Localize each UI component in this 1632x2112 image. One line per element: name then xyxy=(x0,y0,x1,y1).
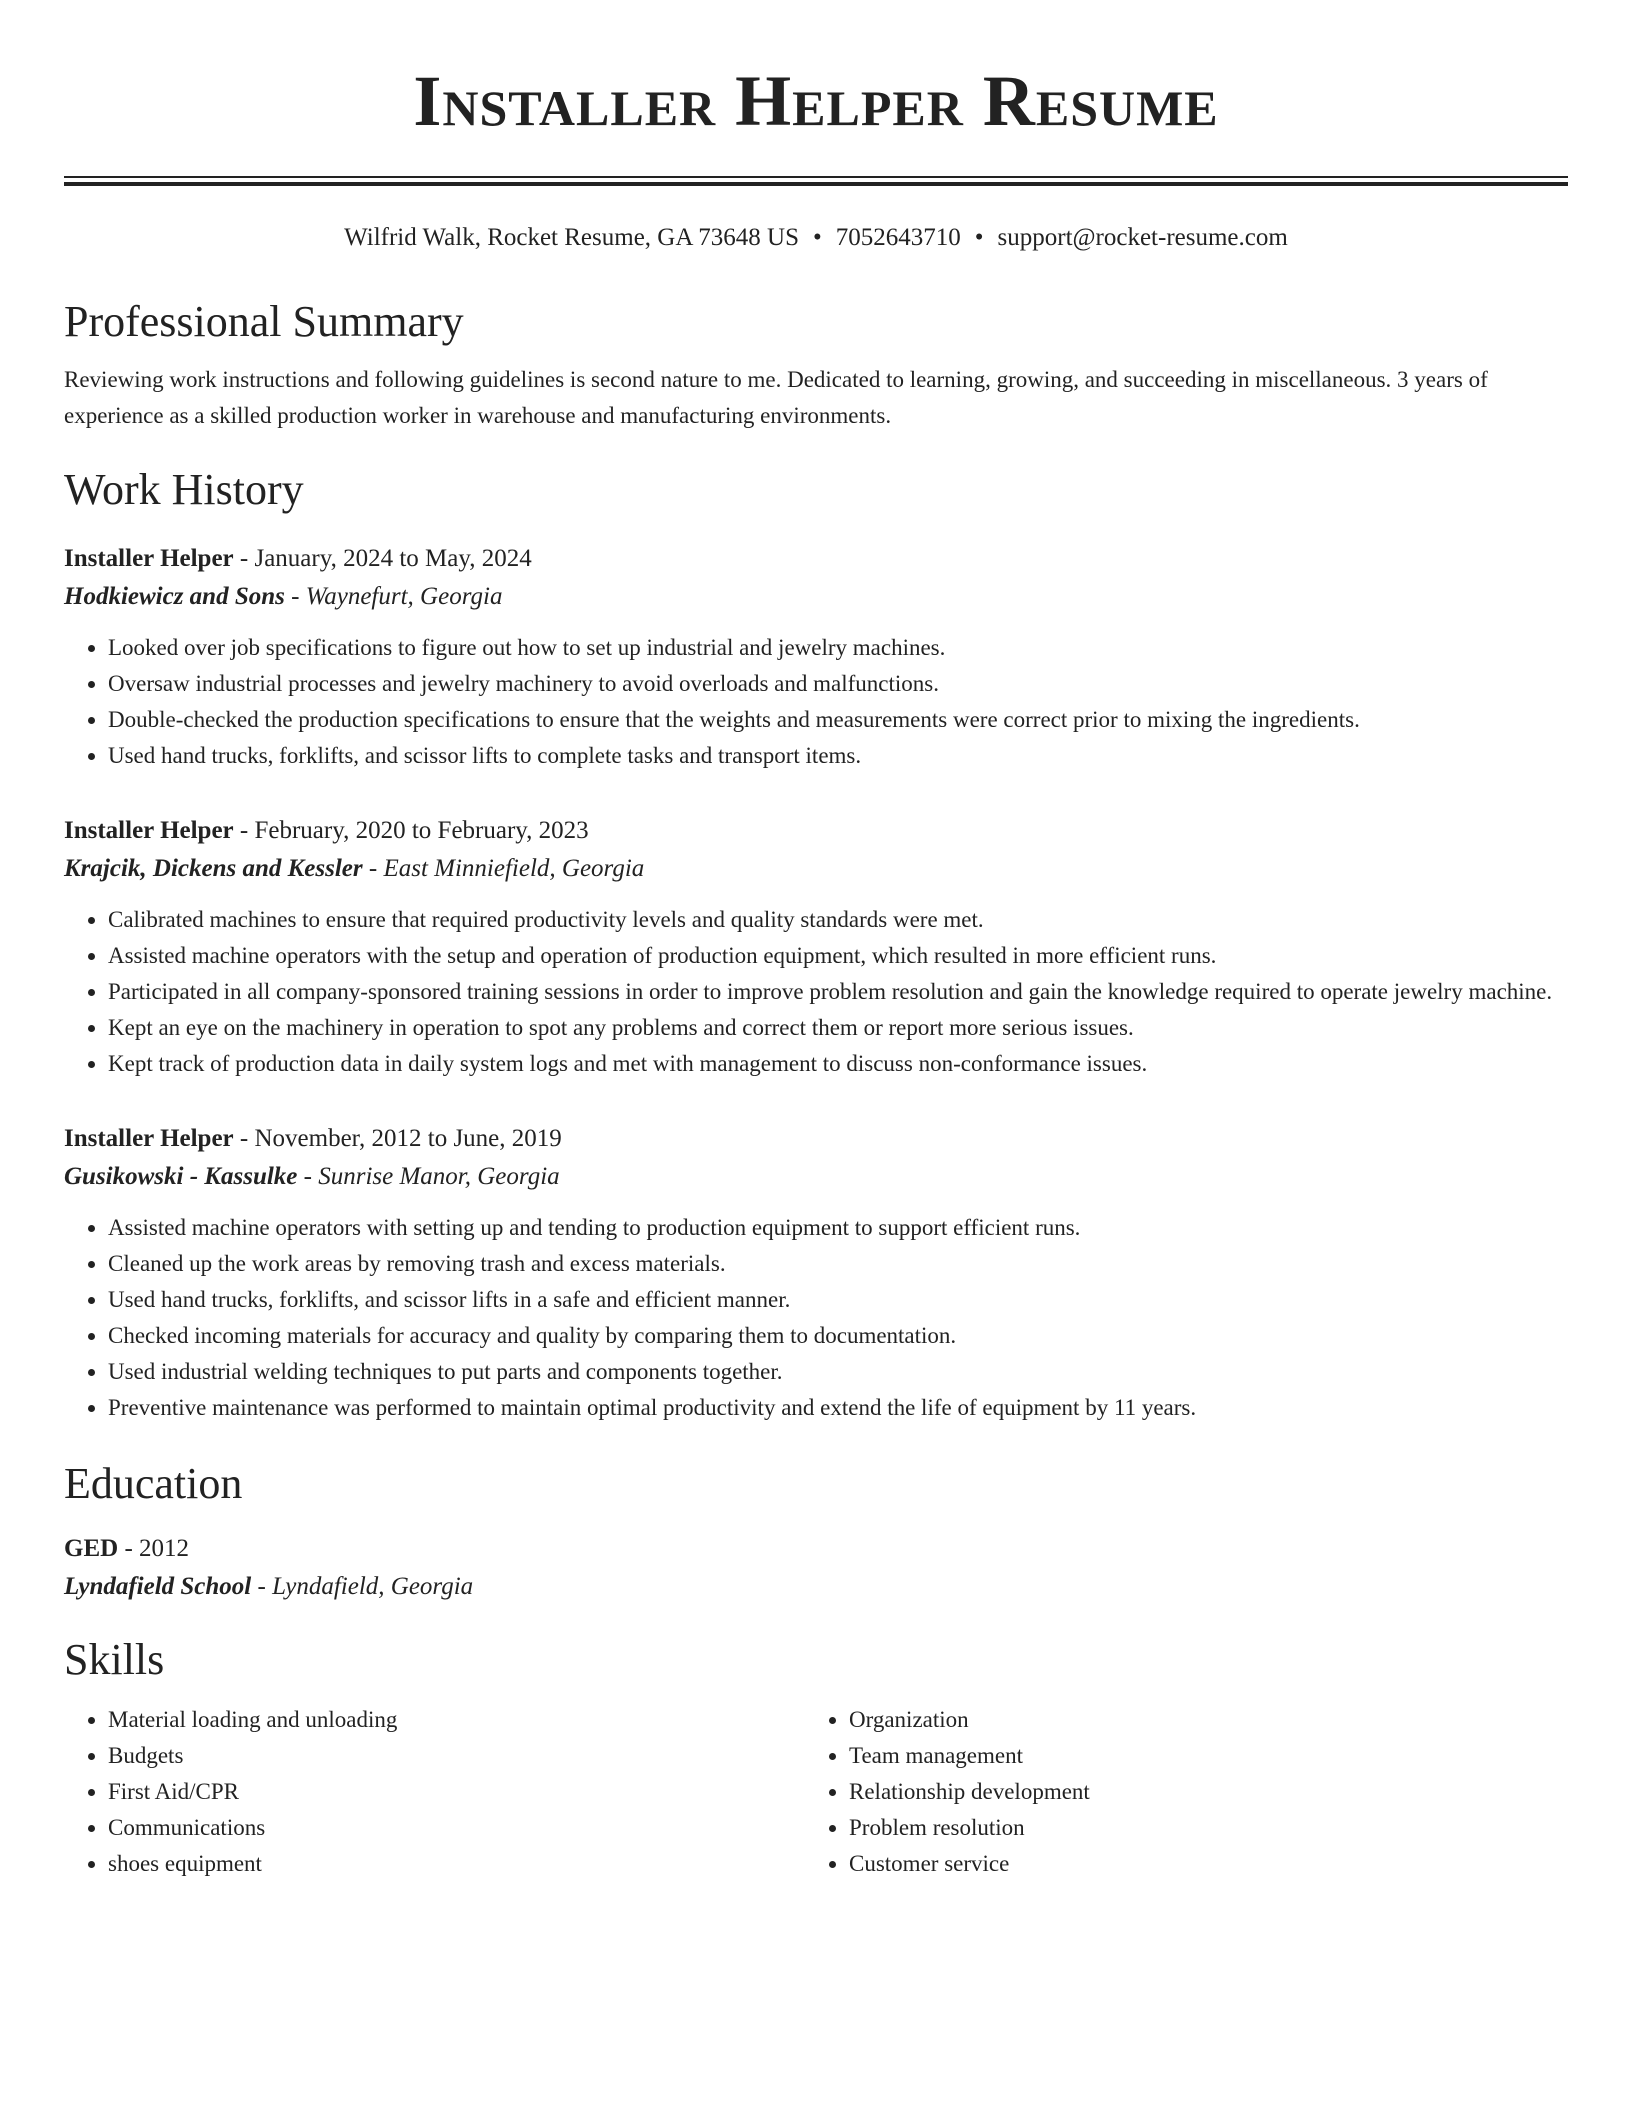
job-bullet: • Used industrial welding techniques to put parts and components together. xyxy=(108,1354,1568,1390)
job-title: Installer Helper xyxy=(64,817,234,844)
skill-item: • Customer service xyxy=(849,1846,1546,1882)
skills-grid xyxy=(64,1702,1568,1882)
school-line xyxy=(64,1568,1568,1606)
job-bullet: • Cleaned up the work areas by removing trash and excess materials. xyxy=(108,1246,1568,1282)
job-bullet: • Oversaw industrial processes and jewelry machinery to avoid overloads and malfunctions. xyxy=(108,666,1568,702)
job-bullet: • Preventive maintenance was performed to maintain optimal productivity and extend the life of equipment by 11 years. xyxy=(108,1390,1568,1426)
company-line xyxy=(64,578,1568,616)
contact-separator: • xyxy=(974,224,984,251)
skills-list-left xyxy=(64,1702,805,1882)
job-bullet: • Looked over job specifications to figure out how to set up industrial and jewelry machines. xyxy=(108,630,1568,666)
skill-item: • shoes equipment xyxy=(108,1846,805,1882)
job-bullet: • Used hand trucks, forklifts, and scissor lifts to complete tasks and transport items. xyxy=(108,738,1568,774)
contact-separator: • xyxy=(812,224,822,251)
skills-list-right xyxy=(805,1702,1546,1882)
contact-phone: 7052643710 xyxy=(835,224,961,251)
education-entry xyxy=(64,1530,1568,1606)
degree-year: - 2012 xyxy=(118,1535,190,1562)
job-bullets xyxy=(64,902,1568,1082)
job-dates: - January, 2024 to May, 2024 xyxy=(233,545,532,572)
skill-item: • Relationship development xyxy=(849,1774,1546,1810)
job-entry xyxy=(64,812,1568,1082)
job-dates: - November, 2012 to June, 2019 xyxy=(233,1125,562,1152)
job-bullet: • Participated in all company-sponsored training sessions in order to improve problem resolution and gain the knowledge required to operate jewelry machine. xyxy=(108,974,1568,1010)
job-bullet: • Used hand trucks, forklifts, and scissor lifts in a safe and efficient manner. xyxy=(108,1282,1568,1318)
job-bullets xyxy=(64,630,1568,774)
job-bullet: • Assisted machine operators with the setup and operation of production equipment, which resulted in more efficient runs. xyxy=(108,938,1568,974)
company-name: Gusikowski - Kassulke xyxy=(64,1163,298,1190)
degree-line xyxy=(64,1530,1568,1568)
work-history-heading: Work History xyxy=(64,465,304,514)
skill-item: • First Aid/CPR xyxy=(108,1774,805,1810)
company-location: - East Minniefield, Georgia xyxy=(362,855,645,882)
job-title-line xyxy=(64,540,1568,578)
skill-item: • Material loading and unloading xyxy=(108,1702,805,1738)
job-title: Installer Helper xyxy=(64,545,234,572)
contact-email: support@rocket-resume.com xyxy=(997,224,1288,251)
job-title: Installer Helper xyxy=(64,1125,234,1152)
contact-address: Wilfrid Walk, Rocket Resume, GA 73648 US xyxy=(344,224,799,251)
job-dates: - February, 2020 to February, 2023 xyxy=(233,817,589,844)
summary-text: Reviewing work instructions and following guidelines is second nature to me. Dedicated to learning, growing, and succeeding in miscellaneous. 3 years of experience as a skilled production worker in warehouse and manufacturing environments. xyxy=(64,367,1488,428)
job-entry xyxy=(64,1120,1568,1426)
skill-item: • Communications xyxy=(108,1810,805,1846)
job-bullet: • Assisted machine operators with setting up and tending to production equipment to support efficient runs. xyxy=(108,1210,1568,1246)
degree: GED xyxy=(64,1535,119,1562)
job-bullet: • Kept an eye on the machinery in operation to spot any problems and correct them or report more serious issues. xyxy=(108,1010,1568,1046)
job-bullets xyxy=(64,1210,1568,1426)
title-divider xyxy=(64,176,1568,186)
job-bullet: • Double-checked the production specifications to ensure that the weights and measurements were correct prior to mixing the ingredients. xyxy=(108,702,1568,738)
company-location: - Sunrise Manor, Georgia xyxy=(297,1163,560,1190)
job-bullet: • Kept track of production data in daily system logs and met with management to discuss non-conformance issues. xyxy=(108,1046,1568,1082)
skill-item: • Budgets xyxy=(108,1738,805,1774)
contact-line xyxy=(64,222,1568,254)
resume-title: Installer Helper Resume xyxy=(413,61,1219,141)
skill-item: • Organization xyxy=(849,1702,1546,1738)
company-name: Hodkiewicz and Sons xyxy=(64,583,285,610)
job-bullet: • Calibrated machines to ensure that required productivity levels and quality standards were met. xyxy=(108,902,1568,938)
school-location: - Lyndafield, Georgia xyxy=(251,1573,474,1600)
school-name: Lyndafield School xyxy=(64,1573,252,1600)
skill-item: • Problem resolution xyxy=(849,1810,1546,1846)
company-line xyxy=(64,850,1568,888)
company-line xyxy=(64,1158,1568,1196)
education-heading: Education xyxy=(64,1459,243,1508)
skill-item: • Team management xyxy=(849,1738,1546,1774)
job-title-line xyxy=(64,1120,1568,1158)
company-name: Krajcik, Dickens and Kessler xyxy=(64,855,363,882)
skills-heading: Skills xyxy=(64,1635,165,1684)
job-entry xyxy=(64,540,1568,774)
job-title-line xyxy=(64,812,1568,850)
company-location: - Waynefurt, Georgia xyxy=(284,583,503,610)
job-bullet: • Checked incoming materials for accuracy and quality by comparing them to documentation. xyxy=(108,1318,1568,1354)
summary-heading: Professional Summary xyxy=(64,297,464,346)
